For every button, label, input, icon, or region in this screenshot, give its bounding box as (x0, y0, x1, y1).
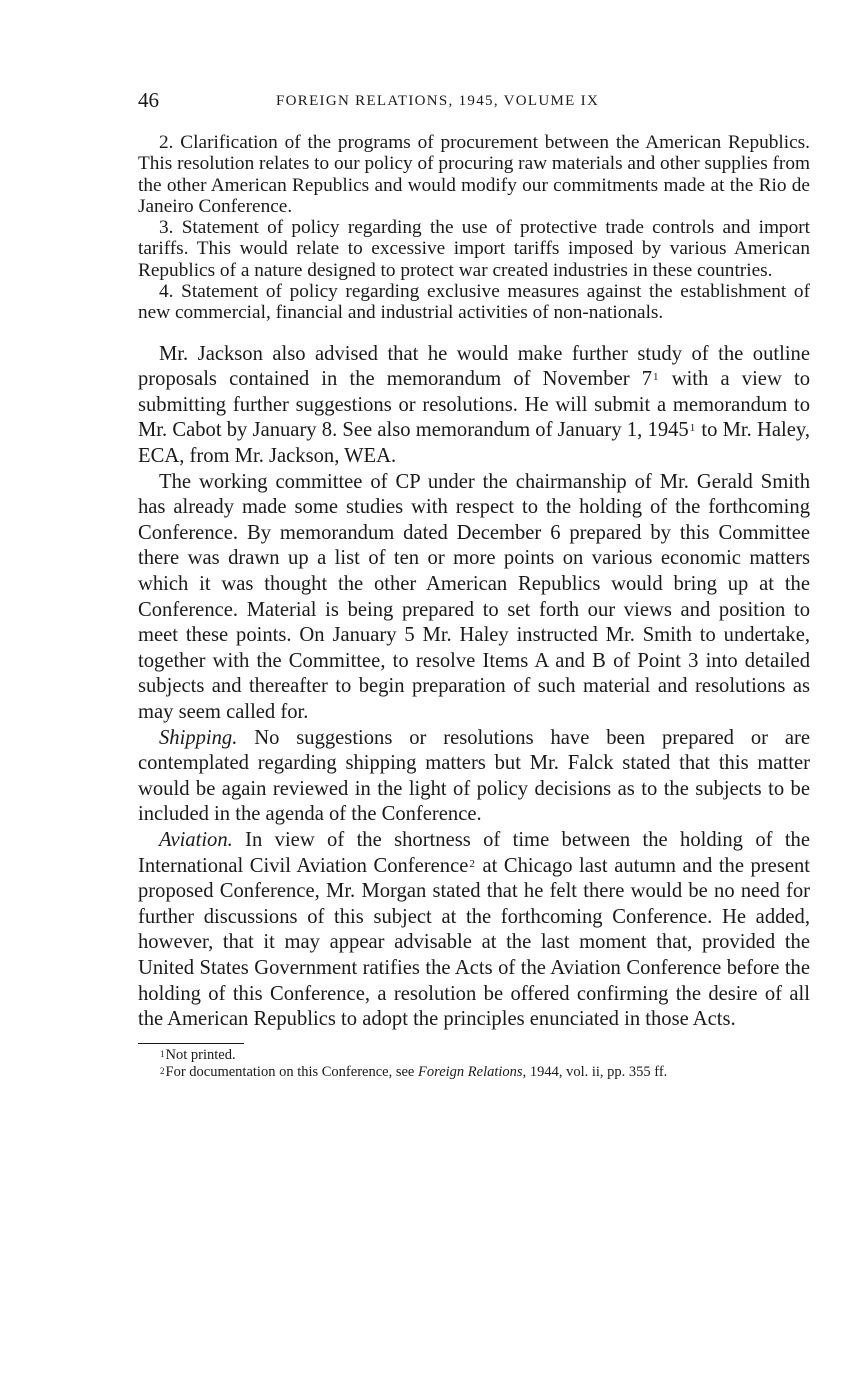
page-number: 46 (138, 88, 159, 112)
footnote-divider (138, 1043, 244, 1044)
footnote-text: For documentation on this Conference, see (165, 1064, 418, 1081)
footnotes (138, 1047, 810, 1082)
footnote-text: , 1944, vol. ii, pp. 355 ff. (522, 1064, 668, 1081)
paragraph-text: No suggestions or resolutions have been prepared or are contemplated regarding shipping matters but Mr. Falck stated that this matter would be again reviewed in the light of policy decisions as to the subjects to be included in the agenda of the Conference. (138, 726, 810, 826)
footnote-1 (138, 1047, 810, 1065)
footnote-citation-title: Foreign Relations (417, 1064, 523, 1081)
footnote-text: Not printed. (165, 1046, 236, 1063)
paragraph-text: at Chicago last autumn and the present proposed Conference, Mr. Morgan stated that he felt there would be no need for further discussions of this subject at the forthcoming Conference. He added, however, that it may appear advisable at the last moment that, provided the United States Government ratifies the Acts of the Aviation Conference before the holding of this Conference, a resolution be offered confirming the desire of all the American Republics to adopt the principles enunciated in those Acts. (138, 854, 810, 1031)
list-item: 3. Statement of policy regarding the use of protective trade controls and import tariffs. This would relate to excessive import tariffs imposed by various American Republics of a nature designed to protect war created industries in these countries. (138, 217, 810, 281)
footnote-mark: 1 (160, 1048, 165, 1059)
footnote-mark: 2 (160, 1066, 165, 1077)
footnote-ref[interactable]: 1 (653, 371, 659, 384)
paragraph-jackson (138, 342, 810, 470)
paragraph-shipping (138, 726, 810, 828)
footnote-ref[interactable]: 2 (469, 857, 475, 870)
paragraph-working-committee: The working committee of CP under the chairmanship of Mr. Gerald Smith has already made some studies with respect to the holding of the forthcoming Conference. By memorandum dated December 6 prepared by this Committee there was drawn up a list of ten or more points on various economic matters which it was thought the other American Republics would bring up at the Conference. Material is being prepared to set forth our views and position to meet these points. On January 5 Mr. Haley instructed Mr. Smith to undertake, together with the Committee, to resolve Items A and B of Point 3 into detailed subjects and thereafter to begin preparation of such material and resolutions as may seem called for. (138, 470, 810, 723)
paragraph-aviation (138, 828, 810, 1033)
footnote-ref[interactable]: 1 (689, 422, 696, 435)
document-page (138, 88, 810, 1082)
list-item: 4. Statement of policy regarding exclusive measures against the establishment of new commercial, financial and industrial activities of non-nationals. (138, 281, 810, 324)
numbered-list (138, 132, 810, 324)
section-lead-aviation: Aviation. (159, 828, 233, 851)
footnote-2 (138, 1064, 810, 1082)
list-item: 2. Clarification of the programs of procurement between the American Republics. This resolution relates to our policy of procuring raw materials and other supplies from the other American Republics and would modify our commitments made at the Rio de Janeiro Conference. (138, 132, 810, 217)
running-title: FOREIGN RELATIONS, 1945, VOLUME IX (276, 93, 600, 109)
section-lead-shipping: Shipping. (159, 726, 238, 749)
paragraph-text: Mr. Jackson also advised that he would make further study of the outline proposals contained in the memorandum of November 7 (138, 342, 810, 391)
paragraph-text: to Mr. Haley, ECA, from Mr. Jackson, WEA. (138, 419, 810, 468)
running-header (138, 88, 810, 118)
paragraph-text: In view of the shortness of time between the holding of the International Civil Aviation Conference (138, 828, 810, 877)
body-text (138, 342, 810, 1033)
paragraph-text: with a view to submitting further suggestions or resolutions. He will submit a memorandum to Mr. Cabot by January 8. See also memorandum of January 1, 1945 (138, 368, 810, 442)
